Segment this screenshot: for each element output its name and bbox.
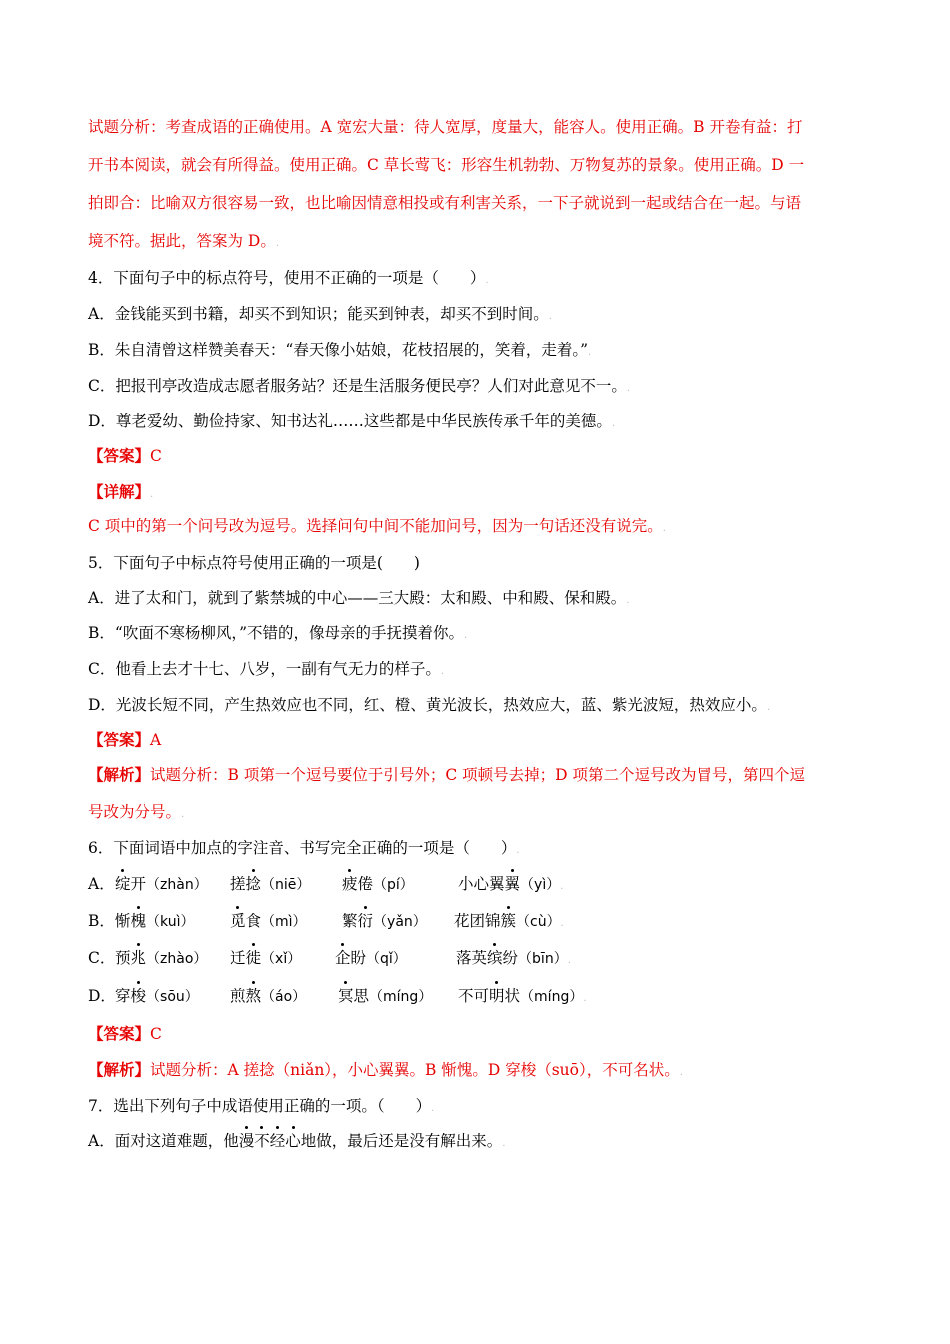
q6-d-word2: 煎熬（áo） (230, 987, 307, 1005)
q6-b-word3: 繁衍（yǎn） (342, 912, 427, 930)
q6-c-label: C． (88, 949, 116, 967)
q5-analysis-line-1: 【解析】试题分析：B 项第一个逗号要位于引号外；C 项顿号去掉；D 项第二个逗号改为冒号，第四个逗 (88, 765, 805, 784)
q6-b-word2: 觅食（mì） (230, 912, 307, 930)
q4-answer: 【答案】C (88, 446, 162, 465)
q6-c-word3: 企盼（qǐ） (335, 949, 407, 967)
q6-a-word3: 疲倦（pí） (342, 875, 414, 893)
q5-option-a: A．进了太和门，就到了紫禁城的中心——三大殿：太和殿、中和殿、保和殿。. (88, 589, 630, 607)
q6-d-word3: 冥思（míng） (338, 987, 433, 1005)
q6-a-word2: 搓捻（niē） (230, 875, 311, 893)
q3-analysis-line-3: 拍即合：比喻双方很容易一致，也比喻因情意相投或有利害关系，一下子就说到一起或结合在一起。与语 (88, 194, 802, 212)
q3-analysis-line-1: 试题分析：考查成语的正确使用。A 宽宏大量：待人宽厚，度量大，能容人。使用正确。B 开卷有益：打 (88, 118, 803, 136)
q6-a-label: A． (88, 875, 115, 893)
q4-option-c: C．把报刊亭改造成志愿者服务站？还是生活服务便民亭？人们对此意见不一。. (88, 377, 631, 395)
q7-option-a: A．面对这道难题，他漫不经心地做，最后还是没有解出来。. (88, 1132, 506, 1150)
q4-option-a: A．金钱能买到书籍，却买不到知识；能买到钟表，却买不到时间。. (88, 305, 552, 323)
q6-d-label: D． (88, 987, 116, 1005)
q5-stem: 5．下面句子中标点符号使用正确的一项是( ) (88, 554, 420, 572)
q6-a-word4: 小心翼翼（yì）. (458, 875, 564, 893)
q6-b-label: B． (88, 912, 115, 930)
q5-analysis-line-2: 号改为分号。. (88, 803, 185, 821)
q7-stem: 7．选出下列句子中成语使用正确的一项。（ ）. (88, 1097, 435, 1115)
q4-detail-text: C 项中的第一个问号改为逗号。选择问句中间不能加问号，因为一句话还没有说完。. (88, 517, 666, 535)
q6-c-word4: 落英缤纷（bīn）. (456, 949, 571, 967)
q5-option-c: C．他看上去才十七、八岁，一副有气无力的样子。. (88, 660, 445, 678)
q6-d-word1: 穿梭（sōu） (115, 987, 199, 1005)
q6-analysis: 【解析】试题分析：A 搓捻（niǎn），小心翼翼。B 惭愧。D 穿梭（suō），不可名状。. (88, 1060, 683, 1079)
q6-stem: 6．下面词语中加点的字注音、书写完全正确的一项是（ ）. (88, 839, 520, 857)
q5-option-b: B．“吹面不寒杨柳风，”不错的，像母亲的手抚摸着你。. (88, 624, 468, 642)
q6-b-word1: 惭槐（kuì） (115, 912, 195, 930)
q4-detail-label: 【详解】. (88, 482, 154, 501)
q4-option-d: D．尊老爱幼、勤俭持家、知书达礼……这些都是中华民族传承千年的美德。. (88, 412, 616, 430)
q6-answer: 【答案】C (88, 1024, 162, 1043)
q6-c-word2: 迁徙（xǐ） (230, 949, 302, 967)
q6-a-word1: 绽开（zhàn） (115, 875, 208, 893)
q3-analysis-line-2: 开书本阅读，就会有所得益。使用正确。C 草长莺飞：形容生机勃勃、万物复苏的景象。使用正确。D 一 (88, 156, 805, 174)
q4-stem: 4．下面句子中的标点符号，使用不正确的一项是（ ）. (88, 269, 489, 287)
q5-answer: 【答案】A (88, 730, 162, 749)
q4-option-b: B．朱自清曾这样赞美春天：“春天像小姑娘，花枝招展的，笑着，走着。”. (88, 341, 592, 359)
q6-b-word4: 花团锦簇（cù）. (454, 912, 564, 930)
q6-d-word4: 不可明状（míng）. (458, 987, 587, 1005)
q5-option-d: D．光波长短不同，产生热效应也不同，红、橙、黄光波长，热效应大，蓝、紫光波短，热效应小。. (88, 696, 771, 714)
q6-c-word1: 预兆（zhào） (115, 949, 208, 967)
q3-analysis-line-4: 境不符。据此，答案为 D。. (88, 232, 280, 250)
